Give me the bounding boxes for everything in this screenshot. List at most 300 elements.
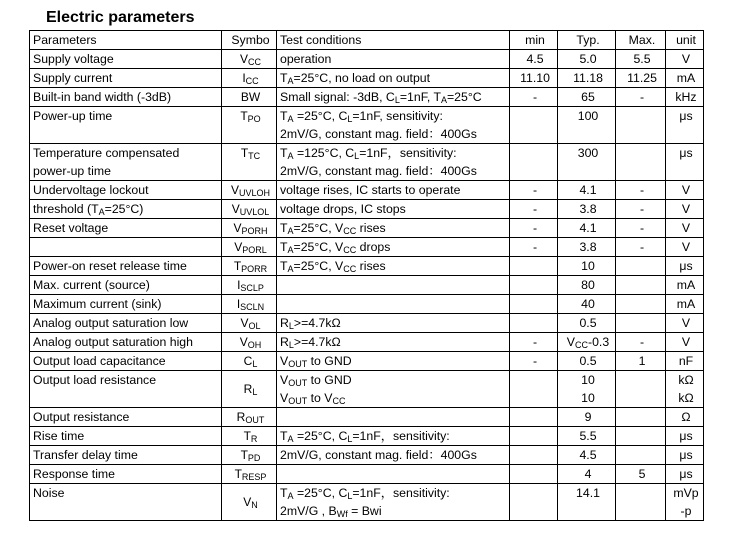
typ-cell: 65 (558, 88, 616, 107)
min-cell (510, 276, 558, 295)
condition-text: Small signal: -3dB, C (280, 90, 395, 104)
unit-cell: μs (666, 427, 704, 446)
min-cell: - (510, 352, 558, 371)
symbol-cell (222, 295, 277, 314)
max-cell (616, 446, 666, 465)
min-cell: - (510, 181, 558, 200)
condition-text: =25°C, V (293, 240, 344, 254)
unit-cell: V (666, 181, 704, 200)
symbol-text: I (237, 278, 241, 292)
condition-text: R (280, 335, 289, 349)
unit-cell: μs (666, 107, 704, 144)
symbol-text: C (243, 354, 253, 368)
condition-subscript: L (347, 491, 353, 501)
condition-text: =125°C, C (293, 146, 355, 160)
param-cell (30, 200, 222, 219)
table-row (30, 200, 704, 219)
unit-line: kΩ (678, 391, 694, 405)
condition-cell (277, 276, 510, 295)
symbol-text: V (240, 316, 249, 330)
condition-text: T (280, 221, 288, 235)
symbol-cell (222, 69, 277, 88)
unit-cell (666, 371, 704, 408)
param-cell: Reset voltage (30, 219, 222, 238)
condition-text: T (280, 486, 288, 500)
condition-text: V (280, 391, 289, 405)
symbol-subscript: L (252, 359, 258, 369)
symbol-text: T (243, 429, 251, 443)
table-row (30, 181, 704, 200)
table-row (30, 88, 704, 107)
max-cell: 1 (616, 352, 666, 371)
min-cell (510, 295, 558, 314)
table-row (30, 427, 704, 446)
table-row (30, 465, 704, 484)
header-row (30, 31, 704, 50)
condition-text: T (280, 109, 288, 123)
condition-text: T (280, 146, 288, 160)
header-cell: Typ. (558, 31, 616, 50)
max-cell (616, 295, 666, 314)
table-row (30, 484, 704, 521)
table-row (30, 107, 704, 144)
param-cell: Built-in band width (-3dB) (30, 88, 222, 107)
max-cell (616, 427, 666, 446)
param-cell: Undervoltage lockout (30, 181, 222, 200)
symbol-text: V (239, 52, 248, 66)
table-row (30, 238, 704, 257)
symbol-cell (222, 181, 277, 200)
symbol-subscript: PD (247, 453, 261, 463)
condition-text: =25°C (447, 90, 482, 104)
symbol-subscript: UVLOL (239, 207, 270, 217)
symbol-subscript: PO (247, 114, 261, 124)
min-cell: 11.10 (510, 69, 558, 88)
symbol-cell (222, 408, 277, 427)
condition-subscript: CC (332, 396, 346, 406)
condition-line (280, 371, 509, 389)
unit-line: -p (680, 504, 692, 518)
condition-line (280, 144, 509, 162)
min-cell (510, 144, 558, 181)
condition-text: T (280, 240, 288, 254)
param-text: =25°C) (104, 202, 144, 216)
param-cell: Analog output saturation low (30, 314, 222, 333)
condition-cell (277, 219, 510, 238)
max-cell (616, 371, 666, 408)
unit-cell: V (666, 333, 704, 352)
condition-cell (277, 88, 510, 107)
electric-parameters-table (29, 30, 704, 521)
table-row (30, 352, 704, 371)
symbol-cell (222, 484, 277, 521)
condition-text: 2mV/G , B (280, 504, 337, 518)
unit-cell: V (666, 200, 704, 219)
condition-text: T (280, 71, 288, 85)
symbol-subscript: CC (245, 76, 259, 86)
condition-subscript: A (440, 95, 447, 105)
symbol-text: T (240, 448, 248, 462)
max-cell (616, 107, 666, 144)
max-cell (616, 257, 666, 276)
symbol-cell (222, 333, 277, 352)
symbol-subscript: PORR (241, 264, 268, 274)
header-cell: Symbo (222, 31, 277, 50)
unit-cell: nF (666, 352, 704, 371)
symbol-cell (222, 200, 277, 219)
condition-cell: voltage rises, IC starts to operate (277, 181, 510, 200)
param-cell: Max. current (source) (30, 276, 222, 295)
param-cell: Output resistance (30, 408, 222, 427)
condition-text: to GND (307, 354, 352, 368)
table-row (30, 219, 704, 238)
condition-cell (277, 352, 510, 371)
max-cell: - (616, 238, 666, 257)
unit-cell: μs (666, 144, 704, 181)
symbol-text: R (243, 382, 253, 396)
param-cell: Rise time (30, 427, 222, 446)
symbol-cell (222, 371, 277, 408)
unit-cell: V (666, 314, 704, 333)
param-line: Temperature compensated (33, 146, 180, 160)
condition-subscript: A (287, 76, 294, 86)
min-cell (510, 408, 558, 427)
condition-line (280, 389, 509, 407)
condition-subscript: L (354, 151, 360, 161)
symbol-subscript: OL (248, 321, 261, 331)
min-cell (510, 314, 558, 333)
condition-text: >=4.7kΩ (293, 335, 341, 349)
condition-subscript: A (287, 491, 294, 501)
symbol-text: V (239, 335, 248, 349)
param-cell (30, 238, 222, 257)
max-cell: 5 (616, 465, 666, 484)
max-cell (616, 314, 666, 333)
symbol-cell (222, 427, 277, 446)
min-cell: 4.5 (510, 50, 558, 69)
condition-subscript: OUT (288, 378, 308, 388)
typ-cell: 10 (558, 257, 616, 276)
unit-cell: V (666, 219, 704, 238)
condition-subscript: A (287, 264, 294, 274)
symbol-cell (222, 276, 277, 295)
condition-text: =25°C, C (293, 429, 348, 443)
section-title: Electric parameters (46, 9, 195, 26)
typ-cell: 40 (558, 295, 616, 314)
condition-cell (277, 408, 510, 427)
condition-cell (277, 333, 510, 352)
table-row (30, 69, 704, 88)
condition-text: =25°C, no load on output (293, 71, 431, 85)
condition-text: =1nF, T (399, 90, 441, 104)
symbol-text: T (233, 259, 242, 273)
condition-cell (277, 371, 510, 408)
symbol-text: T (234, 467, 242, 481)
max-cell: - (616, 219, 666, 238)
unit-cell: μs (666, 257, 704, 276)
min-cell (510, 446, 558, 465)
typ-cell: 5.5 (558, 427, 616, 446)
symbol-text: V (234, 240, 243, 254)
condition-text: =25°C, V (293, 221, 344, 235)
min-cell: - (510, 88, 558, 107)
typ-subscript: CC (575, 340, 588, 350)
max-cell (616, 484, 666, 521)
symbol-cell (222, 314, 277, 333)
condition-subscript: L (347, 114, 353, 124)
unit-line: mVp (673, 486, 699, 500)
max-cell: 11.25 (616, 69, 666, 88)
condition-subscript: OUT (288, 359, 308, 369)
condition-cell (277, 314, 510, 333)
unit-cell: V (666, 50, 704, 69)
unit-cell: μs (666, 446, 704, 465)
symbol-subscript: OH (247, 340, 262, 350)
typ-cell: 300 (558, 144, 616, 181)
condition-text: to V (307, 391, 333, 405)
condition-cell (277, 238, 510, 257)
table-row (30, 446, 704, 465)
symbol-text: T (240, 109, 248, 123)
param-text: threshold (T (33, 202, 99, 216)
header-cell: Parameters (30, 31, 222, 50)
min-cell (510, 465, 558, 484)
unit-cell: mA (666, 295, 704, 314)
condition-line (280, 107, 509, 125)
symbol-subscript: SCLP (240, 283, 264, 293)
typ-line: 10 (581, 373, 595, 387)
param-cell (30, 144, 222, 181)
condition-text: = Bwi (347, 504, 382, 518)
symbol-subscript: L (252, 387, 258, 397)
header-cell: unit (666, 31, 704, 50)
table-row (30, 371, 704, 408)
symbol-subscript: OUT (245, 415, 265, 425)
condition-text: =1nF，sensitivity: (352, 486, 450, 500)
condition-text: =1nF，sensitivity: (352, 429, 450, 443)
typ-cell: 4.5 (558, 446, 616, 465)
condition-cell (277, 427, 510, 446)
typ-cell: 3.8 (558, 200, 616, 219)
typ-cell: 0.5 (558, 314, 616, 333)
symbol-text: V (230, 183, 239, 197)
condition-subscript: A (287, 434, 294, 444)
max-cell (616, 408, 666, 427)
condition-cell: operation (277, 50, 510, 69)
condition-cell (277, 69, 510, 88)
symbol-cell (222, 446, 277, 465)
symbol-subscript: SCLN (240, 302, 265, 312)
table-row (30, 276, 704, 295)
condition-cell: voltage drops, IC stops (277, 200, 510, 219)
param-cell: Supply voltage (30, 50, 222, 69)
condition-text: V (280, 354, 289, 368)
table-row (30, 144, 704, 181)
param-cell: Analog output saturation high (30, 333, 222, 352)
symbol-subscript: RESP (241, 472, 267, 482)
typ-text: -0.3 (588, 335, 610, 349)
max-cell (616, 144, 666, 181)
symbol-subscript: PORL (242, 245, 267, 255)
unit-cell: μs (666, 465, 704, 484)
param-cell: Output load capacitance (30, 352, 222, 371)
condition-text: >=4.7kΩ (293, 316, 341, 330)
symbol-text: V (233, 221, 242, 235)
condition-text: =25°C, C (293, 109, 348, 123)
condition-subscript: A (287, 114, 294, 124)
condition-text: =25°C, V (293, 259, 344, 273)
symbol-text: I (242, 71, 246, 85)
max-cell: - (616, 200, 666, 219)
typ-cell: 9 (558, 408, 616, 427)
condition-cell (277, 295, 510, 314)
max-cell: - (616, 333, 666, 352)
condition-subscript: CC (343, 264, 357, 274)
min-cell: - (510, 238, 558, 257)
condition-subscript: A (287, 245, 294, 255)
typ-cell: 4.1 (558, 219, 616, 238)
condition-text: =1nF, sensitivity: (352, 109, 443, 123)
condition-cell (277, 257, 510, 276)
table-row (30, 295, 704, 314)
param-cell: Noise (30, 484, 222, 521)
typ-cell (558, 371, 616, 408)
param-cell: Power-up time (30, 107, 222, 144)
typ-cell: 4 (558, 465, 616, 484)
condition-subscript: CC (343, 226, 357, 236)
symbol-subscript: TC (248, 151, 261, 161)
max-cell: - (616, 181, 666, 200)
param-subscript: A (98, 207, 105, 217)
typ-cell: 14.1 (558, 484, 616, 521)
condition-line: 2mV/G, constant mag. field：400Gs (280, 127, 477, 141)
header-cell: min (510, 31, 558, 50)
param-cell: Power-on reset release time (30, 257, 222, 276)
typ-cell (558, 333, 616, 352)
condition-subscript: L (288, 321, 294, 331)
symbol-cell (222, 352, 277, 371)
unit-cell: mA (666, 276, 704, 295)
param-cell: Output load resistance (30, 371, 222, 408)
max-cell: 5.5 (616, 50, 666, 69)
typ-cell: 0.5 (558, 352, 616, 371)
symbol-text: R (236, 410, 246, 424)
symbol-subscript: N (251, 500, 258, 510)
typ-cell: 3.8 (558, 238, 616, 257)
max-cell: - (616, 88, 666, 107)
symbol-text: V (231, 202, 240, 216)
param-line: power-up time (33, 164, 111, 178)
typ-cell: 11.18 (558, 69, 616, 88)
symbol-cell (222, 107, 277, 144)
min-cell (510, 427, 558, 446)
symbol-cell (222, 257, 277, 276)
condition-line: 2mV/G, constant mag. field：400Gs (280, 164, 477, 178)
condition-text: =25°C, C (293, 486, 348, 500)
min-cell (510, 371, 558, 408)
symbol-text: V (243, 495, 252, 509)
table-row (30, 408, 704, 427)
symbol-cell (222, 144, 277, 181)
min-cell (510, 107, 558, 144)
typ-cell: 80 (558, 276, 616, 295)
param-cell: Maximum current (sink) (30, 295, 222, 314)
condition-subscript: L (347, 434, 353, 444)
typ-text: V (566, 335, 575, 349)
condition-subscript: OUT (288, 396, 308, 406)
unit-cell: kHz (666, 88, 704, 107)
condition-cell (277, 465, 510, 484)
table-row (30, 50, 704, 69)
table-row (30, 333, 704, 352)
symbol-cell (222, 50, 277, 69)
condition-subscript: A (287, 226, 294, 236)
unit-line: kΩ (678, 373, 694, 387)
min-cell: - (510, 219, 558, 238)
condition-text: rises (356, 259, 386, 273)
condition-text: V (280, 373, 289, 387)
symbol-subscript: PORH (241, 226, 268, 236)
typ-cell: 100 (558, 107, 616, 144)
unit-cell: mA (666, 69, 704, 88)
condition-text: rises (356, 221, 386, 235)
symbol-subscript: R (250, 434, 258, 444)
condition-text: R (280, 316, 289, 330)
typ-line: 10 (581, 391, 595, 405)
symbol-text: I (236, 297, 241, 311)
condition-subscript: L (288, 340, 294, 350)
unit-cell (666, 484, 704, 521)
condition-cell (277, 107, 510, 144)
symbol-cell (222, 219, 277, 238)
symbol-cell (222, 238, 277, 257)
min-cell: - (510, 200, 558, 219)
condition-subscript: A (287, 151, 294, 161)
condition-text: drops (356, 240, 391, 254)
condition-text: =1nF，sensitivity: (359, 146, 457, 160)
symbol-cell: BW (222, 88, 277, 107)
symbol-subscript: CC (248, 57, 261, 67)
min-cell (510, 484, 558, 521)
min-cell: - (510, 333, 558, 352)
param-cell: Transfer delay time (30, 446, 222, 465)
header-cell: Max. (616, 31, 666, 50)
table-row (30, 314, 704, 333)
condition-text: T (280, 259, 288, 273)
min-cell (510, 257, 558, 276)
condition-text: T (280, 429, 288, 443)
table-row (30, 257, 704, 276)
symbol-text: T (240, 146, 249, 160)
max-cell (616, 276, 666, 295)
param-cell: Supply current (30, 69, 222, 88)
condition-subscript: L (394, 95, 400, 105)
condition-text: to GND (307, 373, 352, 387)
symbol-subscript: UVLOH (239, 188, 271, 198)
typ-cell: 5.0 (558, 50, 616, 69)
unit-cell: Ω (666, 408, 704, 427)
param-cell: Response time (30, 465, 222, 484)
condition-line (280, 484, 509, 502)
condition-subscript: CC (343, 245, 357, 255)
condition-subscript: Wf (336, 509, 348, 519)
typ-cell: 4.1 (558, 181, 616, 200)
condition-cell (277, 144, 510, 181)
condition-line (280, 502, 509, 520)
header-cell: Test conditions (277, 31, 510, 50)
condition-cell (277, 484, 510, 521)
condition-cell: 2mV/G, constant mag. field：400Gs (277, 446, 510, 465)
